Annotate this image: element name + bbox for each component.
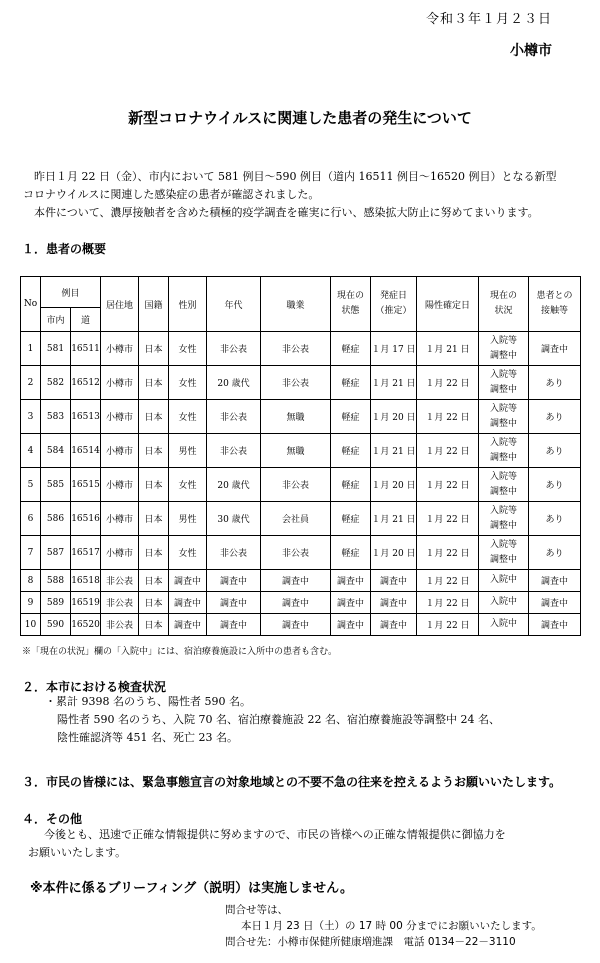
table-footnote: ※「現在の状況」欄の「入院中」には、宿泊療養施設に入所中の患者も含む。: [22, 647, 338, 657]
cell-city: 587: [41, 536, 71, 570]
table-row: [21, 434, 581, 468]
cell-confirmed: １月 22 日: [417, 592, 479, 614]
cell-confirmed: １月 21 日: [417, 332, 479, 366]
table-row: [21, 400, 581, 434]
cell-status-line1: 入院中: [490, 597, 518, 607]
cell-onset: １月 21 日: [371, 502, 417, 536]
cell-occupation: 非公表: [261, 366, 331, 400]
header-condition-line2: 状態: [341, 306, 360, 316]
contact-info: [225, 902, 542, 950]
cell-sex: 女性: [169, 366, 207, 400]
cell-residence: 小樽市: [101, 332, 139, 366]
header-occupation: 職業: [261, 277, 331, 332]
header-onset-line2: （推定）: [375, 306, 412, 316]
cell-city: 583: [41, 400, 71, 434]
cell-city: 581: [41, 332, 71, 366]
cell-status-line1: 入院等: [490, 369, 518, 380]
contact-office: 問合せ先：小樽市保健所健康増進課 電話 0134－22－3110: [225, 936, 516, 948]
cell-occupation: 非公表: [261, 468, 331, 502]
section-2-body: [45, 693, 500, 747]
cell-nationality: 日本: [139, 502, 169, 536]
cell-onset: 調査中: [371, 614, 417, 636]
cell-confirmed: １月 22 日: [417, 502, 479, 536]
cell-age: 20 歳代: [207, 468, 261, 502]
table-row: [21, 502, 581, 536]
table-row: [21, 536, 581, 570]
cell-condition: 軽症: [331, 502, 371, 536]
cell-status-line1: 入院中: [490, 619, 518, 629]
cell-occupation: 会社員: [261, 502, 331, 536]
cell-status-line2: 調整中: [490, 418, 518, 429]
header-status-line2: 状況: [494, 306, 513, 316]
header-case-pref: 道: [71, 308, 101, 332]
cell-status-line1: 入院等: [490, 471, 518, 482]
cell-nationality: 日本: [139, 614, 169, 636]
cell-confirmed: １月 22 日: [417, 570, 479, 592]
cell-status-line2: 調整中: [490, 384, 518, 395]
header-status: [479, 277, 529, 332]
issuer-city: 小樽市: [510, 43, 552, 59]
cell-condition: 軽症: [331, 400, 371, 434]
header-condition: [331, 277, 371, 332]
cell-residence: 小樽市: [101, 536, 139, 570]
cell-no: 8: [21, 570, 41, 592]
cell-residence: 非公表: [101, 570, 139, 592]
cell-city: 590: [41, 614, 71, 636]
cell-status: [479, 434, 529, 468]
cell-age: 30 歳代: [207, 502, 261, 536]
cell-contact: 調査中: [529, 332, 581, 366]
table-row: [21, 332, 581, 366]
cell-contact: 調査中: [529, 570, 581, 592]
cell-onset: １月 20 日: [371, 468, 417, 502]
patient-table: [20, 276, 581, 636]
cell-pref: 16513: [71, 400, 101, 434]
cell-residence: 非公表: [101, 592, 139, 614]
header-condition-line1: 現在の: [337, 291, 365, 301]
table-row: [21, 592, 581, 614]
cell-condition: 軽症: [331, 536, 371, 570]
header-confirmed: 陽性確定日: [417, 277, 479, 332]
contact-deadline: 本日１月 23 日（土）の 17 時 00 分までにお願いいたします。: [241, 920, 542, 932]
cell-no: 3: [21, 400, 41, 434]
cell-nationality: 日本: [139, 434, 169, 468]
cell-sex: 女性: [169, 400, 207, 434]
other-line-2: お願いいたします。: [28, 846, 127, 859]
cell-status: [479, 332, 529, 366]
cell-city: 584: [41, 434, 71, 468]
section-2-heading: ２．本市における検査状況: [22, 680, 167, 694]
cell-pref: 16511: [71, 332, 101, 366]
cell-status: [479, 366, 529, 400]
other-line-1: 今後とも、迅速で正確な情報提供に努めますので、市民の皆様への正確な情報提供に御協力を: [44, 828, 506, 841]
cell-contact: あり: [529, 468, 581, 502]
cell-onset: 調査中: [371, 592, 417, 614]
cell-condition: 軽症: [331, 366, 371, 400]
briefing-notice: ※本件に係るブリーフィング（説明）は実施しません。: [30, 881, 353, 896]
header-contact-line2: 接触等: [541, 306, 569, 316]
cell-sex: 調査中: [169, 592, 207, 614]
cell-no: 5: [21, 468, 41, 502]
cell-onset: １月 21 日: [371, 366, 417, 400]
section-4-heading: ４．その他: [22, 812, 83, 826]
cell-no: 9: [21, 592, 41, 614]
cell-residence: 小樽市: [101, 468, 139, 502]
intro-line-1: 昨日１月 22 日（金）、市内において 581 例目～590 例目（道内 16511 例目～16520 例目）となる新型: [34, 170, 557, 183]
cell-status-line1: 入院等: [490, 335, 518, 346]
cell-onset: １月 20 日: [371, 536, 417, 570]
cell-occupation: 非公表: [261, 332, 331, 366]
cell-onset: １月 21 日: [371, 434, 417, 468]
cell-onset: １月 20 日: [371, 400, 417, 434]
cell-city: 588: [41, 570, 71, 592]
cell-residence: 小樽市: [101, 400, 139, 434]
cell-condition: 軽症: [331, 434, 371, 468]
cell-sex: 女性: [169, 332, 207, 366]
cell-no: 6: [21, 502, 41, 536]
cell-status: [479, 400, 529, 434]
header-case: 例目: [41, 277, 101, 308]
cell-age: 非公表: [207, 434, 261, 468]
cell-no: 1: [21, 332, 41, 366]
header-age: 年代: [207, 277, 261, 332]
cell-status: [479, 570, 529, 592]
cell-pref: 16519: [71, 592, 101, 614]
cell-confirmed: １月 22 日: [417, 366, 479, 400]
cell-condition: 軽症: [331, 332, 371, 366]
cell-sex: 男性: [169, 434, 207, 468]
cell-residence: 非公表: [101, 614, 139, 636]
cell-pref: 16520: [71, 614, 101, 636]
cell-city: 585: [41, 468, 71, 502]
cell-no: 7: [21, 536, 41, 570]
cell-age: 非公表: [207, 536, 261, 570]
cell-onset: １月 17 日: [371, 332, 417, 366]
cell-age: 調査中: [207, 570, 261, 592]
cell-nationality: 日本: [139, 592, 169, 614]
cell-nationality: 日本: [139, 570, 169, 592]
cell-condition: 調査中: [331, 614, 371, 636]
cell-occupation: 無職: [261, 400, 331, 434]
cell-contact: 調査中: [529, 614, 581, 636]
cell-condition: 軽症: [331, 468, 371, 502]
cell-pref: 16517: [71, 536, 101, 570]
cell-sex: 調査中: [169, 614, 207, 636]
intro-line-3: 本件について、濃厚接触者を含めた積極的疫学調査を確実に行い、感染拡大防止に努めてまいります。: [34, 206, 539, 219]
header-sex: 性別: [169, 277, 207, 332]
cell-sex: 男性: [169, 502, 207, 536]
cell-status-line1: 入院中: [490, 575, 518, 585]
section-4-body: [28, 826, 568, 862]
cell-confirmed: １月 22 日: [417, 614, 479, 636]
cell-status-line1: 入院等: [490, 403, 518, 414]
cell-contact: あり: [529, 434, 581, 468]
cell-sex: 女性: [169, 536, 207, 570]
cell-onset: 調査中: [371, 570, 417, 592]
cell-pref: 16514: [71, 434, 101, 468]
cell-status-line2: 調整中: [490, 554, 518, 565]
cell-nationality: 日本: [139, 536, 169, 570]
cell-no: 2: [21, 366, 41, 400]
cell-status: [479, 614, 529, 636]
cell-confirmed: １月 22 日: [417, 536, 479, 570]
cell-pref: 16515: [71, 468, 101, 502]
cell-status-line1: 入院等: [490, 437, 518, 448]
cell-contact: あり: [529, 400, 581, 434]
cell-status-line2: 調整中: [490, 520, 518, 531]
table-row: [21, 468, 581, 502]
document-title: 新型コロナウイルスに関連した患者の発生について: [128, 109, 472, 127]
intro-line-2: コロナウイルスに関連した感染症の患者が確認されました。: [23, 188, 320, 201]
cell-city: 589: [41, 592, 71, 614]
header-residence: 居住地: [101, 277, 139, 332]
header-status-line1: 現在の: [490, 291, 518, 301]
cell-contact: あり: [529, 366, 581, 400]
cell-confirmed: １月 22 日: [417, 400, 479, 434]
cell-residence: 小樽市: [101, 366, 139, 400]
cell-sex: 女性: [169, 468, 207, 502]
cell-age: 非公表: [207, 332, 261, 366]
cell-status-line2: 調整中: [490, 350, 518, 361]
contact-intro: 問合せ等は、: [225, 904, 288, 916]
testing-outcome-line: 陰性確認済等 451 名、死亡 23 名。: [57, 731, 238, 744]
cell-nationality: 日本: [139, 332, 169, 366]
cell-status: [479, 502, 529, 536]
cell-occupation: 調査中: [261, 614, 331, 636]
cell-condition: 調査中: [331, 592, 371, 614]
cell-status-line1: 入院等: [490, 539, 518, 550]
document-date: 令和３年１月２３日: [425, 12, 552, 27]
cell-city: 586: [41, 502, 71, 536]
cell-pref: 16516: [71, 502, 101, 536]
cell-status-line2: 調整中: [490, 452, 518, 463]
cell-nationality: 日本: [139, 468, 169, 502]
cell-status: [479, 468, 529, 502]
cell-status: [479, 536, 529, 570]
header-contact-line1: 患者との: [536, 291, 573, 301]
intro-text: [23, 168, 583, 222]
cell-residence: 小樽市: [101, 434, 139, 468]
section-3-heading: ３．市民の皆様には、緊急事態宣言の対象地域との不要不急の往来を控えるようお願いいたします。: [22, 775, 562, 789]
cell-occupation: 非公表: [261, 536, 331, 570]
cell-pref: 16512: [71, 366, 101, 400]
table-row: [21, 366, 581, 400]
header-onset: [371, 277, 417, 332]
cell-confirmed: １月 22 日: [417, 468, 479, 502]
cell-contact: 調査中: [529, 592, 581, 614]
cell-residence: 小樽市: [101, 502, 139, 536]
cell-condition: 調査中: [331, 570, 371, 592]
section-1-heading: １．患者の概要: [22, 242, 107, 256]
header-nationality: 国籍: [139, 277, 169, 332]
cell-occupation: 無職: [261, 434, 331, 468]
cell-pref: 16518: [71, 570, 101, 592]
cell-nationality: 日本: [139, 366, 169, 400]
cell-sex: 調査中: [169, 570, 207, 592]
cell-age: 調査中: [207, 592, 261, 614]
cell-no: 4: [21, 434, 41, 468]
cell-contact: あり: [529, 536, 581, 570]
cell-no: 10: [21, 614, 41, 636]
testing-breakdown-line: 陽性者 590 名のうち、入院 70 名、宿泊療養施設 22 名、宿泊療養施設等調整中 24 名、: [57, 713, 500, 726]
cell-confirmed: １月 22 日: [417, 434, 479, 468]
testing-total-line: ・累計 9398 名のうち、陽性者 590 名。: [45, 695, 251, 708]
cell-age: 非公表: [207, 400, 261, 434]
cell-occupation: 調査中: [261, 570, 331, 592]
cell-occupation: 調査中: [261, 592, 331, 614]
header-contact: [529, 277, 581, 332]
cell-status: [479, 592, 529, 614]
cell-contact: あり: [529, 502, 581, 536]
cell-age: 20 歳代: [207, 366, 261, 400]
cell-age: 調査中: [207, 614, 261, 636]
table-row: [21, 614, 581, 636]
header-case-city: 市内: [41, 308, 71, 332]
header-onset-line1: 発症日: [380, 291, 408, 301]
table-row: [21, 570, 581, 592]
cell-status-line2: 調整中: [490, 486, 518, 497]
header-no: No: [21, 277, 41, 332]
cell-status-line1: 入院等: [490, 505, 518, 516]
cell-city: 582: [41, 366, 71, 400]
cell-nationality: 日本: [139, 400, 169, 434]
